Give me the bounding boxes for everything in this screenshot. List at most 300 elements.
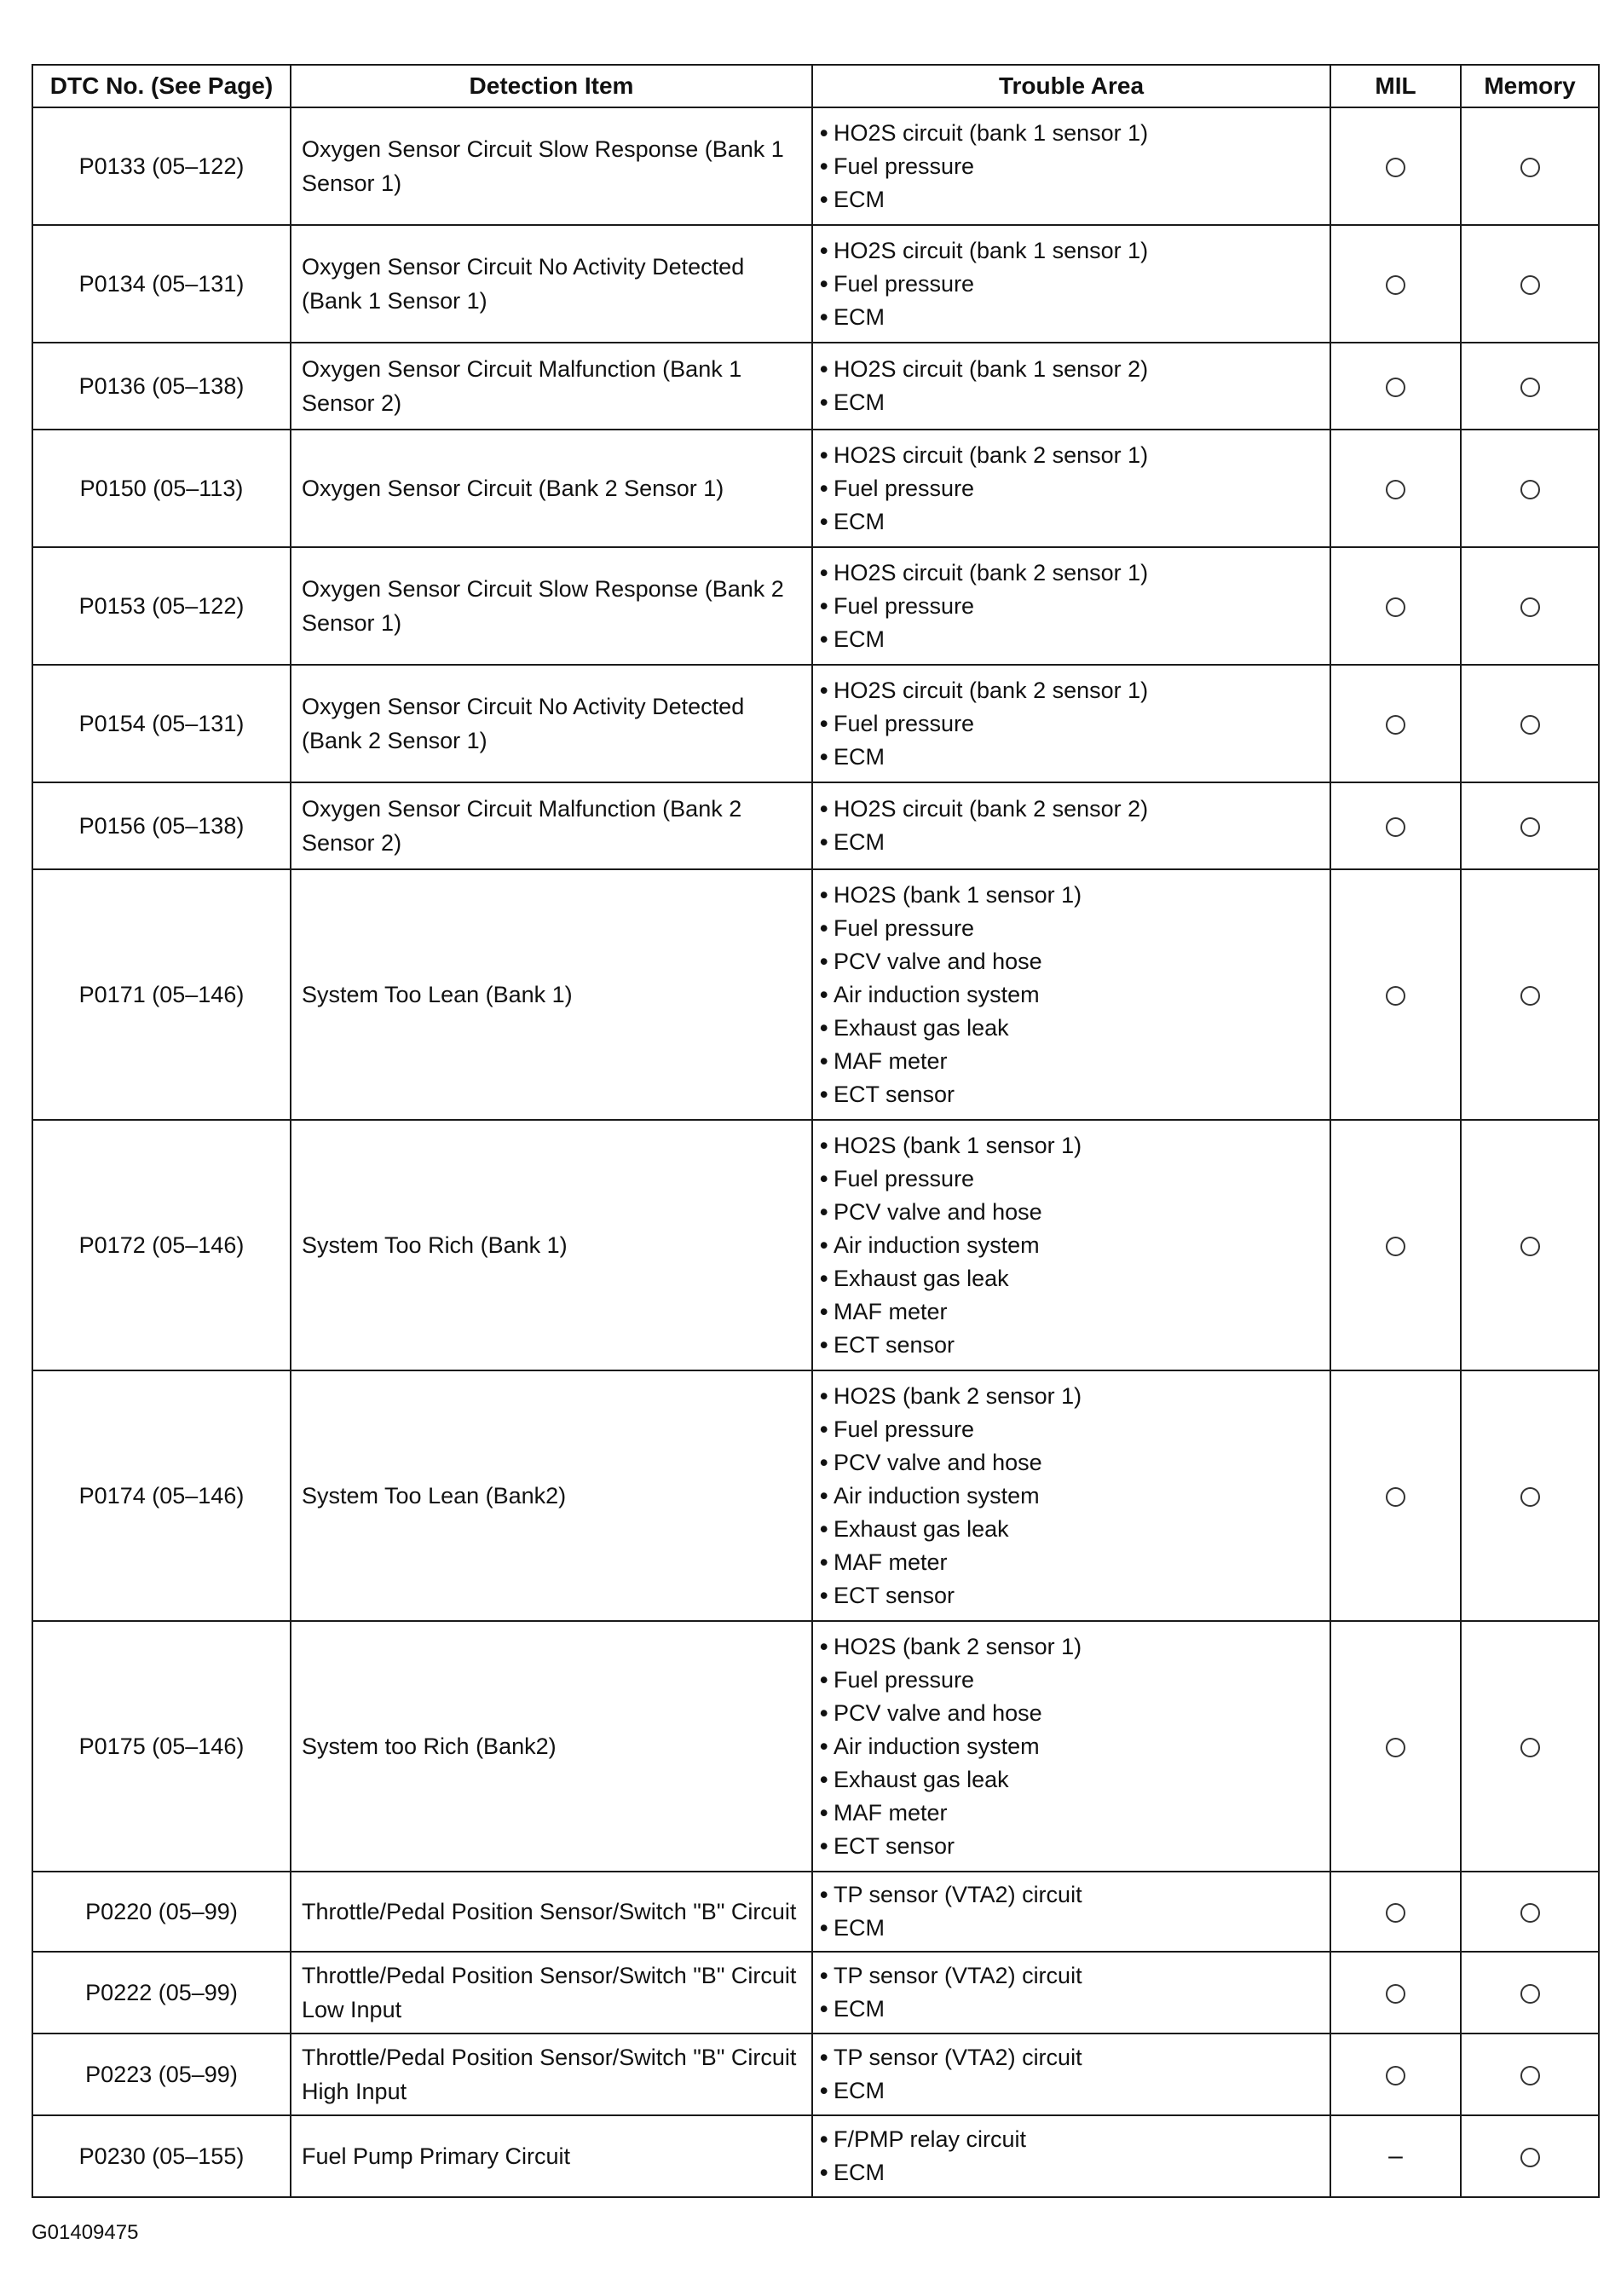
trouble-area-item <box>820 1413 1323 1446</box>
trouble-area-text: TP sensor (VTA2) circuit <box>834 1963 1082 1988</box>
memory-cell <box>1461 665 1599 782</box>
trouble-area-item <box>820 1993 1323 2026</box>
mil-dash: – <box>1388 2141 1403 2170</box>
memory-circle-icon <box>1520 817 1540 837</box>
memory-cell <box>1461 1621 1599 1872</box>
dtc-code: P0133 (05–122) <box>32 107 291 225</box>
bullet-icon: • <box>820 2078 828 2103</box>
detection-item: Oxygen Sensor Circuit No Activity Detected (Bank 1 Sensor 1) <box>291 225 812 343</box>
trouble-area-item <box>820 150 1323 183</box>
trouble-area-text: ECT sensor <box>834 1832 955 1859</box>
trouble-area-text: Fuel pressure <box>834 1165 975 1191</box>
memory-cell <box>1461 430 1599 547</box>
bullet-icon: • <box>820 1515 828 1542</box>
header-memory: Memory <box>1461 65 1599 107</box>
bullet-icon: • <box>820 1416 828 1442</box>
detection-item: Oxygen Sensor Circuit Malfunction (Bank 1 Sensor 2) <box>291 343 812 430</box>
header-dtc: DTC No. (See Page) <box>32 65 291 107</box>
mil-circle-icon <box>1386 480 1405 499</box>
trouble-area-text: HO2S circuit (bank 1 sensor 1) <box>834 119 1149 146</box>
memory-circle-icon <box>1520 1237 1540 1256</box>
trouble-area <box>812 2034 1330 2115</box>
mil-circle-icon <box>1386 986 1405 1006</box>
trouble-area <box>812 1370 1330 1621</box>
bullet-icon: • <box>820 1582 828 1608</box>
dtc-code: P0171 (05–146) <box>32 869 291 1120</box>
trouble-area-text: HO2S (bank 1 sensor 1) <box>834 1132 1082 1158</box>
trouble-area-item <box>820 1078 1323 1111</box>
bullet-icon: • <box>820 303 828 330</box>
detection-item: System Too Lean (Bank2) <box>291 1370 812 1621</box>
trouble-area-text: PCV valve and hose <box>834 948 1042 974</box>
trouble-area-item <box>820 741 1323 774</box>
trouble-area-item <box>820 1196 1323 1229</box>
trouble-area-text: ECM <box>834 2160 885 2185</box>
trouble-area-item <box>820 674 1323 707</box>
trouble-area <box>812 430 1330 547</box>
dtc-code: P0156 (05–138) <box>32 782 291 869</box>
trouble-area <box>812 665 1330 782</box>
trouble-area-item <box>820 1763 1323 1797</box>
trouble-area-text: HO2S circuit (bank 2 sensor 1) <box>834 441 1149 468</box>
memory-circle-icon <box>1520 715 1540 735</box>
memory-cell <box>1461 869 1599 1120</box>
trouble-area-item <box>820 1229 1323 1262</box>
trouble-area-text: Fuel pressure <box>834 1416 975 1442</box>
dtc-code: P0174 (05–146) <box>32 1370 291 1621</box>
figure-id: G01409475 <box>32 2221 139 2244</box>
detection-item: Throttle/Pedal Position Sensor/Switch "B" Circuit Low Input <box>291 1952 812 2034</box>
trouble-area <box>812 869 1330 1120</box>
bullet-icon: • <box>820 592 828 619</box>
bullet-icon: • <box>820 626 828 652</box>
table-row <box>32 1872 1599 1952</box>
detection-item: Oxygen Sensor Circuit (Bank 2 Sensor 1) <box>291 430 812 547</box>
bullet-icon: • <box>820 1265 828 1291</box>
table-row <box>32 225 1599 343</box>
bullet-icon: • <box>820 559 828 586</box>
table-row <box>32 869 1599 1120</box>
trouble-area-list <box>820 1380 1323 1612</box>
bullet-icon: • <box>820 508 828 534</box>
trouble-area-text: MAF meter <box>834 1047 948 1074</box>
bullet-icon: • <box>820 2126 828 2152</box>
dtc-code: P0150 (05–113) <box>32 430 291 547</box>
bullet-icon: • <box>820 1799 828 1826</box>
trouble-area-text: HO2S (bank 2 sensor 1) <box>834 1382 1082 1409</box>
trouble-area-item <box>820 268 1323 301</box>
trouble-area-list <box>820 1878 1323 1945</box>
trouble-area-list <box>820 2123 1323 2189</box>
bullet-icon: • <box>820 1198 828 1225</box>
detection-item: System Too Rich (Bank 1) <box>291 1120 812 1370</box>
bullet-icon: • <box>820 1132 828 1158</box>
table-row <box>32 343 1599 430</box>
trouble-area-list <box>820 793 1323 859</box>
bullet-icon: • <box>820 2045 828 2070</box>
trouble-area-item <box>820 1446 1323 1480</box>
trouble-area-item <box>820 557 1323 590</box>
trouble-area-text: ECM <box>834 829 885 855</box>
dtc-code: P0220 (05–99) <box>32 1872 291 1952</box>
trouble-area-text: HO2S circuit (bank 2 sensor 2) <box>834 796 1149 822</box>
memory-cell <box>1461 107 1599 225</box>
bullet-icon: • <box>820 153 828 179</box>
trouble-area-text: Exhaust gas leak <box>834 1265 1009 1291</box>
trouble-area-item <box>820 1380 1323 1413</box>
table-row <box>32 1370 1599 1621</box>
memory-circle-icon <box>1520 1487 1540 1507</box>
table-row <box>32 665 1599 782</box>
trouble-area-text: HO2S circuit (bank 2 sensor 1) <box>834 559 1149 586</box>
mil-cell <box>1330 430 1461 547</box>
trouble-area-text: ECM <box>834 303 885 330</box>
trouble-area-item <box>820 1830 1323 1863</box>
memory-circle-icon <box>1520 480 1540 499</box>
trouble-area <box>812 107 1330 225</box>
header-mil: MIL <box>1330 65 1461 107</box>
bullet-icon: • <box>820 1047 828 1074</box>
bullet-icon: • <box>820 1996 828 2022</box>
detection-item: Throttle/Pedal Position Sensor/Switch "B" Circuit High Input <box>291 2034 812 2115</box>
mil-cell <box>1330 343 1461 430</box>
bullet-icon: • <box>820 270 828 297</box>
trouble-area-text: HO2S (bank 1 sensor 1) <box>834 881 1082 908</box>
table-row <box>32 782 1599 869</box>
mil-circle-icon <box>1386 715 1405 735</box>
trouble-area-list <box>820 674 1323 774</box>
trouble-area-text: HO2S (bank 2 sensor 1) <box>834 1633 1082 1659</box>
memory-cell <box>1461 782 1599 869</box>
mil-circle-icon <box>1386 378 1405 397</box>
trouble-area-list <box>820 353 1323 419</box>
bullet-icon: • <box>820 1832 828 1859</box>
trouble-area-item <box>820 1329 1323 1362</box>
trouble-area-text: ECT sensor <box>834 1331 955 1358</box>
trouble-area-item <box>820 1480 1323 1513</box>
trouble-area-item <box>820 1579 1323 1612</box>
bullet-icon: • <box>820 475 828 501</box>
bullet-icon: • <box>820 1666 828 1693</box>
trouble-area-item <box>820 505 1323 539</box>
trouble-area-item <box>820 1129 1323 1162</box>
detection-item: Throttle/Pedal Position Sensor/Switch "B" Circuit <box>291 1872 812 1952</box>
trouble-area-text: ECM <box>834 1915 885 1941</box>
mil-circle-icon <box>1386 817 1405 837</box>
table-row <box>32 547 1599 665</box>
trouble-area-list <box>820 1959 1323 2026</box>
trouble-area-item <box>820 1912 1323 1945</box>
table-row <box>32 1621 1599 1872</box>
trouble-area-text: Exhaust gas leak <box>834 1014 1009 1041</box>
bullet-icon: • <box>820 1882 828 1907</box>
table-row <box>32 1952 1599 2034</box>
trouble-area-text: Exhaust gas leak <box>834 1515 1009 1542</box>
trouble-area-text: MAF meter <box>834 1549 948 1575</box>
dtc-code: P0223 (05–99) <box>32 2034 291 2115</box>
memory-circle-icon <box>1520 1738 1540 1757</box>
memory-cell <box>1461 1370 1599 1621</box>
trouble-area-list <box>820 117 1323 216</box>
trouble-area-item <box>820 978 1323 1012</box>
trouble-area-list <box>820 557 1323 656</box>
bullet-icon: • <box>820 389 828 415</box>
detection-item: System too Rich (Bank2) <box>291 1621 812 1872</box>
dtc-code: P0222 (05–99) <box>32 1952 291 2034</box>
trouble-area-item <box>820 1878 1323 1912</box>
bullet-icon: • <box>820 2160 828 2185</box>
bullet-icon: • <box>820 1963 828 1988</box>
dtc-code: P0175 (05–146) <box>32 1621 291 1872</box>
mil-circle-icon <box>1386 597 1405 617</box>
bullet-icon: • <box>820 1915 828 1941</box>
detection-item: Oxygen Sensor Circuit Slow Response (Bank 2 Sensor 1) <box>291 547 812 665</box>
trouble-area-text: Fuel pressure <box>834 153 975 179</box>
trouble-area-text: PCV valve and hose <box>834 1449 1042 1475</box>
trouble-area-text: ECM <box>834 1996 885 2022</box>
bullet-icon: • <box>820 981 828 1007</box>
memory-circle-icon <box>1520 2066 1540 2085</box>
trouble-area <box>812 225 1330 343</box>
bullet-icon: • <box>820 1449 828 1475</box>
memory-cell <box>1461 225 1599 343</box>
mil-circle-icon <box>1386 1984 1405 2004</box>
trouble-area <box>812 1872 1330 1952</box>
bullet-icon: • <box>820 881 828 908</box>
mil-cell <box>1330 665 1461 782</box>
bullet-icon: • <box>820 1081 828 1107</box>
bullet-icon: • <box>820 1298 828 1324</box>
mil-cell <box>1330 107 1461 225</box>
trouble-area-item <box>820 1045 1323 1078</box>
detection-item: Oxygen Sensor Circuit No Activity Detected (Bank 2 Sensor 1) <box>291 665 812 782</box>
memory-circle-icon <box>1520 2148 1540 2167</box>
trouble-area-text: ECM <box>834 508 885 534</box>
bullet-icon: • <box>820 914 828 941</box>
trouble-area-item <box>820 1162 1323 1196</box>
trouble-area-text: Fuel pressure <box>834 270 975 297</box>
trouble-area-item <box>820 301 1323 334</box>
mil-cell <box>1330 869 1461 1120</box>
trouble-area-text: Air induction system <box>834 1232 1040 1258</box>
trouble-area <box>812 1621 1330 1872</box>
table-row <box>32 2115 1599 2197</box>
memory-cell <box>1461 547 1599 665</box>
trouble-area-text: ECT sensor <box>834 1081 955 1107</box>
dtc-code: P0230 (05–155) <box>32 2115 291 2197</box>
detection-item: Fuel Pump Primary Circuit <box>291 2115 812 2197</box>
trouble-area-item <box>820 623 1323 656</box>
trouble-area-text: Fuel pressure <box>834 914 975 941</box>
mil-circle-icon <box>1386 2066 1405 2085</box>
trouble-area <box>812 343 1330 430</box>
trouble-area-list <box>820 879 1323 1111</box>
trouble-area-item <box>820 1012 1323 1045</box>
mil-cell <box>1330 2034 1461 2115</box>
trouble-area-item <box>820 1797 1323 1830</box>
trouble-area <box>812 1120 1330 1370</box>
trouble-area-text: ECM <box>834 626 885 652</box>
bullet-icon: • <box>820 710 828 736</box>
memory-circle-icon <box>1520 1984 1540 2004</box>
bullet-icon: • <box>820 1382 828 1409</box>
mil-cell <box>1330 2115 1461 2197</box>
memory-circle-icon <box>1520 275 1540 295</box>
memory-cell <box>1461 2034 1599 2115</box>
dtc-table <box>32 64 1600 2198</box>
table-row <box>32 107 1599 225</box>
bullet-icon: • <box>820 829 828 855</box>
mil-circle-icon <box>1386 1487 1405 1507</box>
mil-cell <box>1330 1120 1461 1370</box>
bullet-icon: • <box>820 743 828 770</box>
trouble-area-text: Air induction system <box>834 1482 1040 1509</box>
trouble-area-item <box>820 472 1323 505</box>
trouble-area-item <box>820 439 1323 472</box>
trouble-area-text: PCV valve and hose <box>834 1198 1042 1225</box>
bullet-icon: • <box>820 796 828 822</box>
trouble-area-item <box>820 793 1323 826</box>
trouble-area-item <box>820 2123 1323 2156</box>
bullet-icon: • <box>820 356 828 382</box>
table-body <box>32 107 1599 2197</box>
mil-circle-icon <box>1386 1738 1405 1757</box>
trouble-area-text: ECM <box>834 2078 885 2103</box>
trouble-area-text: Fuel pressure <box>834 1666 975 1693</box>
trouble-area-item <box>820 1630 1323 1664</box>
mil-cell <box>1330 1872 1461 1952</box>
bullet-icon: • <box>820 1331 828 1358</box>
trouble-area-list <box>820 1630 1323 1863</box>
trouble-area-item <box>820 353 1323 386</box>
table-row <box>32 430 1599 547</box>
trouble-area-item <box>820 1959 1323 1993</box>
trouble-area-item <box>820 117 1323 150</box>
bullet-icon: • <box>820 1633 828 1659</box>
bullet-icon: • <box>820 1766 828 1792</box>
memory-circle-icon <box>1520 597 1540 617</box>
trouble-area-item <box>820 2074 1323 2108</box>
trouble-area-item <box>820 879 1323 912</box>
mil-cell <box>1330 1621 1461 1872</box>
trouble-area-item <box>820 1697 1323 1730</box>
memory-circle-icon <box>1520 1903 1540 1923</box>
trouble-area-text: Air induction system <box>834 1733 1040 1759</box>
trouble-area-text: ECM <box>834 389 885 415</box>
detection-item: System Too Lean (Bank 1) <box>291 869 812 1120</box>
trouble-area-list <box>820 1129 1323 1362</box>
trouble-area-text: ECM <box>834 186 885 212</box>
trouble-area-item <box>820 234 1323 268</box>
trouble-area-list <box>820 439 1323 539</box>
header-detection-item: Detection Item <box>291 65 812 107</box>
trouble-area-item <box>820 2041 1323 2074</box>
memory-cell <box>1461 343 1599 430</box>
trouble-area-item <box>820 912 1323 945</box>
mil-circle-icon <box>1386 275 1405 295</box>
trouble-area-text: HO2S circuit (bank 1 sensor 2) <box>834 356 1149 382</box>
bullet-icon: • <box>820 1014 828 1041</box>
trouble-area-item <box>820 1664 1323 1697</box>
trouble-area <box>812 782 1330 869</box>
trouble-area-item <box>820 2156 1323 2189</box>
trouble-area-item <box>820 183 1323 216</box>
trouble-area-text: MAF meter <box>834 1298 948 1324</box>
mil-circle-icon <box>1386 1237 1405 1256</box>
trouble-area-text: TP sensor (VTA2) circuit <box>834 2045 1082 2070</box>
trouble-area-item <box>820 826 1323 859</box>
trouble-area-text: F/PMP relay circuit <box>834 2126 1027 2152</box>
trouble-area-item <box>820 1295 1323 1329</box>
dtc-code: P0172 (05–146) <box>32 1120 291 1370</box>
trouble-area-text: Air induction system <box>834 981 1040 1007</box>
detection-item: Oxygen Sensor Circuit Slow Response (Bank 1 Sensor 1) <box>291 107 812 225</box>
trouble-area <box>812 547 1330 665</box>
bullet-icon: • <box>820 237 828 263</box>
trouble-area-text: TP sensor (VTA2) circuit <box>834 1882 1082 1907</box>
trouble-area <box>812 1952 1330 2034</box>
trouble-area-item <box>820 1513 1323 1546</box>
trouble-area-item <box>820 590 1323 623</box>
trouble-area-list <box>820 234 1323 334</box>
bullet-icon: • <box>820 1232 828 1258</box>
mil-cell <box>1330 547 1461 665</box>
trouble-area-text: MAF meter <box>834 1799 948 1826</box>
table-row <box>32 2034 1599 2115</box>
mil-cell <box>1330 1952 1461 2034</box>
bullet-icon: • <box>820 441 828 468</box>
memory-cell <box>1461 1120 1599 1370</box>
mil-circle-icon <box>1386 158 1405 177</box>
trouble-area-item <box>820 1730 1323 1763</box>
bullet-icon: • <box>820 1482 828 1509</box>
bullet-icon: • <box>820 1549 828 1575</box>
bullet-icon: • <box>820 948 828 974</box>
trouble-area-text: Fuel pressure <box>834 592 975 619</box>
bullet-icon: • <box>820 1165 828 1191</box>
memory-circle-icon <box>1520 158 1540 177</box>
trouble-area-text: HO2S circuit (bank 2 sensor 1) <box>834 677 1149 703</box>
memory-cell <box>1461 1952 1599 2034</box>
trouble-area-text: ECT sensor <box>834 1582 955 1608</box>
bullet-icon: • <box>820 119 828 146</box>
memory-circle-icon <box>1520 378 1540 397</box>
trouble-area-list <box>820 2041 1323 2108</box>
detection-item: Oxygen Sensor Circuit Malfunction (Bank 2 Sensor 2) <box>291 782 812 869</box>
memory-cell <box>1461 2115 1599 2197</box>
dtc-code: P0154 (05–131) <box>32 665 291 782</box>
trouble-area-text: ECM <box>834 743 885 770</box>
trouble-area-text: Fuel pressure <box>834 710 975 736</box>
trouble-area <box>812 2115 1330 2197</box>
header-row <box>32 65 1599 107</box>
trouble-area-item <box>820 945 1323 978</box>
mil-cell <box>1330 225 1461 343</box>
trouble-area-text: HO2S circuit (bank 1 sensor 1) <box>834 237 1149 263</box>
trouble-area-text: Fuel pressure <box>834 475 975 501</box>
trouble-area-item <box>820 386 1323 419</box>
trouble-area-item <box>820 707 1323 741</box>
header-trouble-area: Trouble Area <box>812 65 1330 107</box>
memory-circle-icon <box>1520 986 1540 1006</box>
bullet-icon: • <box>820 677 828 703</box>
trouble-area-text: PCV valve and hose <box>834 1699 1042 1726</box>
dtc-code: P0134 (05–131) <box>32 225 291 343</box>
mil-circle-icon <box>1386 1903 1405 1923</box>
trouble-area-item <box>820 1262 1323 1295</box>
mil-cell <box>1330 1370 1461 1621</box>
dtc-code: P0153 (05–122) <box>32 547 291 665</box>
